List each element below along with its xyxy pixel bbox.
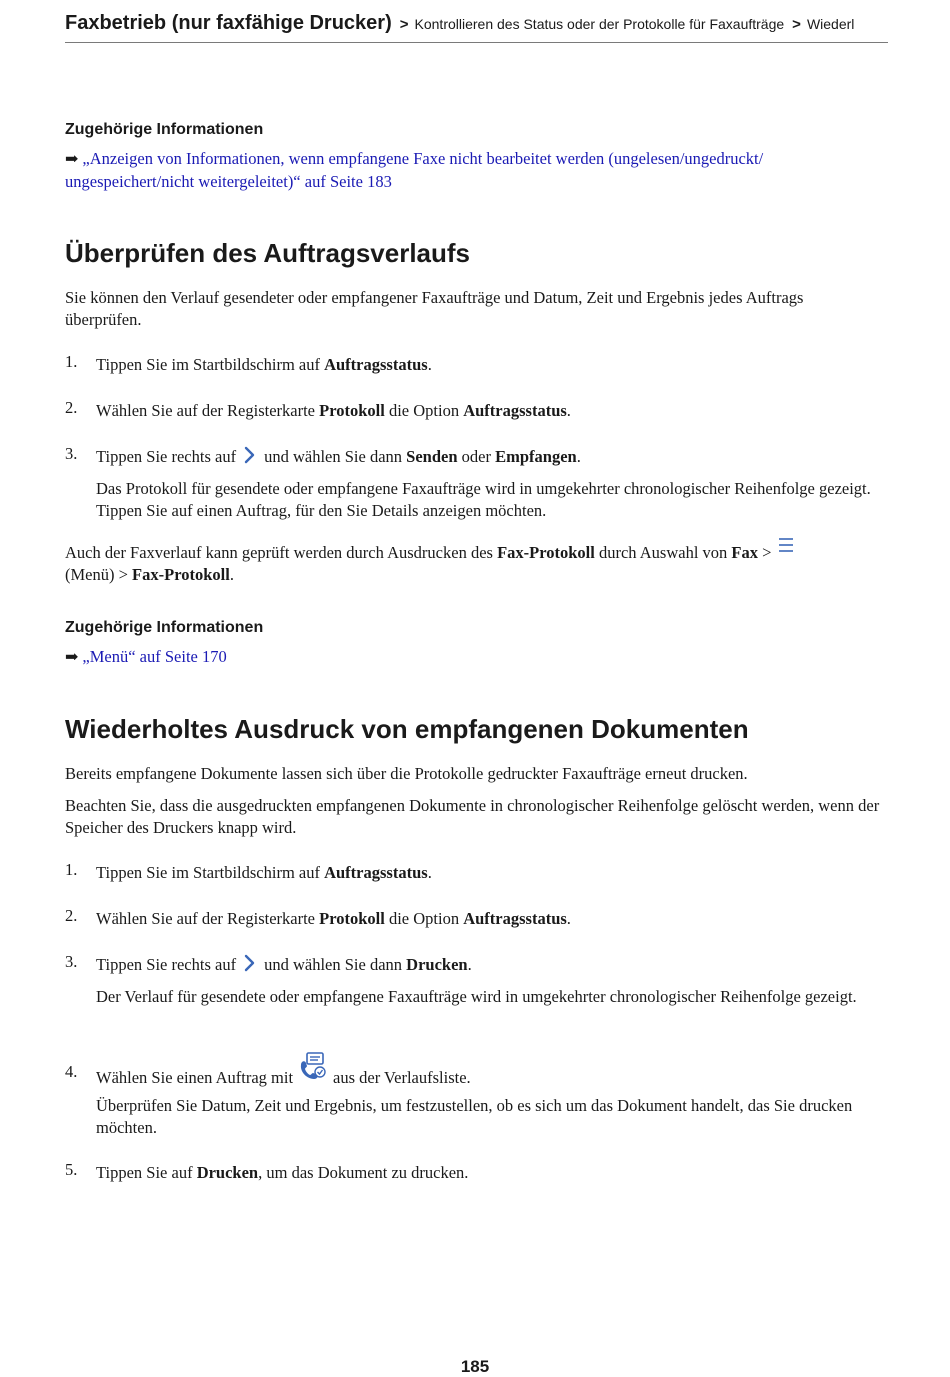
- chevron-right-icon: [242, 954, 256, 972]
- arrow-right-icon: ➡: [65, 649, 79, 666]
- related-link-text[interactable]: ungespeichert/nicht weitergeleitet)“ auf Seite 183: [65, 172, 392, 191]
- chevron-right-icon: [242, 446, 256, 464]
- related-link-text[interactable]: „Anzeigen von Informationen, wenn empfangene Faxe nicht bearbeitet werden (ungelesen/ungedruckt/: [82, 149, 764, 168]
- step-number: 1.: [65, 860, 78, 879]
- breadcrumb-separator: >: [792, 16, 801, 33]
- step-number: 3.: [65, 444, 78, 463]
- breadcrumb-separator: >: [399, 16, 409, 33]
- paragraph: Bereits empfangene Dokumente lassen sich über die Protokolle gedruckter Faxaufträge erneut drucken.: [65, 764, 748, 783]
- menu-icon: [777, 536, 795, 554]
- breadcrumb: [65, 12, 888, 43]
- related-info-heading: Zugehörige Informationen: [65, 121, 264, 138]
- step-text: Tippen Sie im Startbildschirm auf Auftragsstatus.: [96, 355, 432, 374]
- paragraph: Beachten Sie, dass die ausgedruckten empfangenen Dokumente in chronologischer Reihenfolge gelöscht werden, wenn der Speicher des Druckers knapp wird.: [65, 796, 880, 837]
- step-note: Der Verlauf für gesendete oder empfangene Faxaufträge wird in umgekehrter chronologischer Reihenfolge gezeigt.: [96, 987, 857, 1006]
- related-link[interactable]: [65, 148, 763, 193]
- step-number: 5.: [65, 1160, 78, 1179]
- related-link[interactable]: [65, 646, 227, 669]
- step-text: Tippen Sie rechts auf und wählen Sie dann Senden oder Empfangen.: [96, 447, 581, 466]
- step-note: Überprüfen Sie Datum, Zeit und Ergebnis, um festzustellen, ob es sich um das Dokument handelt, das Sie drucken möchten.: [96, 1096, 853, 1137]
- step-number: 2.: [65, 906, 78, 925]
- step-number: 3.: [65, 952, 78, 971]
- paragraph: Auch der Faxverlauf kann geprüft werden durch Ausdrucken des Fax-Protokoll durch Auswahl von Fax > (Menü) > Fax-Protokoll.: [65, 536, 880, 586]
- step-text: Tippen Sie auf Drucken, um das Dokument zu drucken.: [96, 1163, 469, 1182]
- step-text: Tippen Sie im Startbildschirm auf Auftragsstatus.: [96, 863, 432, 882]
- breadcrumb-main[interactable]: Faxbetrieb (nur faxfähige Drucker): [65, 12, 392, 34]
- step-number: 1.: [65, 352, 78, 371]
- step-text: Wählen Sie auf der Registerkarte Protokoll die Option Auftragsstatus.: [96, 401, 571, 420]
- page-number: 185: [460, 1357, 490, 1376]
- related-info-heading: Zugehörige Informationen: [65, 619, 264, 636]
- section-title: Überprüfen des Auftragsverlaufs: [65, 238, 471, 268]
- step-number: 2.: [65, 398, 78, 417]
- fax-job-icon: [297, 1051, 327, 1081]
- section-title: Wiederholtes Ausdruck von empfangenen Dokumenten: [65, 714, 749, 744]
- related-link-text[interactable]: „Menü“ auf Seite 170: [82, 647, 227, 666]
- step-text: Wählen Sie auf der Registerkarte Protokoll die Option Auftragsstatus.: [96, 909, 571, 928]
- breadcrumb-item[interactable]: Kontrollieren des Status oder der Protokolle für Faxaufträge: [414, 16, 785, 32]
- step-note: Das Protokoll für gesendete oder empfangene Faxaufträge wird in umgekehrter chronologischer Reihenfolge gezeigt. Tippen Sie auf einen Auftrag, für den Sie Details anzeigen möchten.: [96, 479, 871, 520]
- step-number: 4.: [65, 1062, 78, 1081]
- breadcrumb-item[interactable]: Wiederl: [806, 16, 855, 32]
- arrow-right-icon: ➡: [65, 151, 79, 168]
- step-text: Tippen Sie rechts auf und wählen Sie dann Drucken.: [96, 955, 472, 974]
- step-text: Wählen Sie einen Auftrag mit aus der Verlaufsliste.: [96, 1051, 881, 1089]
- section-intro: Sie können den Verlauf gesendeter oder empfangener Faxaufträge und Datum, Zeit und Ergebnis jedes Auftrags überprüfen.: [65, 288, 804, 329]
